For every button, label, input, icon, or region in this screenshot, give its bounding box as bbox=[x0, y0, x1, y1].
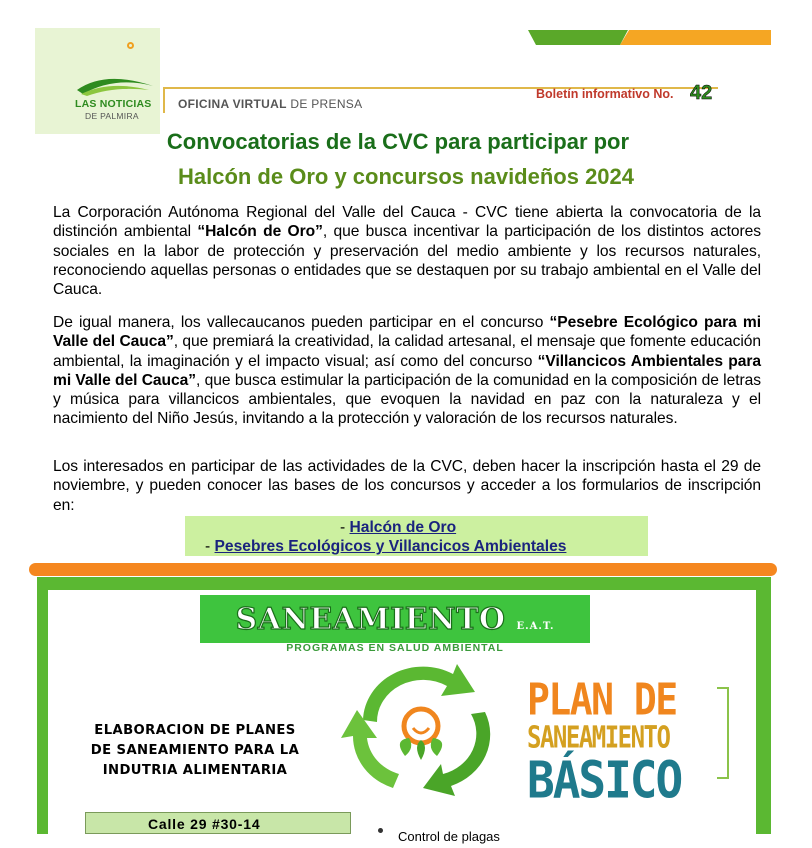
bulletin-number: 42 bbox=[690, 82, 713, 104]
plan-title-line3: BÁSICO bbox=[527, 750, 682, 810]
link-halcon-de-oro[interactable]: Halcón de Oro bbox=[349, 519, 457, 536]
address-text: Calle 29 #30-14 bbox=[148, 816, 261, 832]
paragraph-registration: Los interesados en participar de las actividades de la CVC, deben hacer la inscripción hasta el 29 de noviembre, y pueden conocer las bases de los concursos y acceder a los formularios de inscripción en: bbox=[53, 458, 761, 514]
header-divider-vertical bbox=[163, 89, 165, 113]
plan-title-line1: PLAN DE bbox=[527, 674, 677, 725]
article-title-line2: Halcón de Oro y concursos navideños 2024 bbox=[177, 164, 635, 189]
plan-title-line2: SANEAMIENTO bbox=[527, 720, 670, 755]
sun-icon bbox=[127, 42, 134, 49]
links-box bbox=[185, 516, 648, 556]
link-item: - Halcón de Oro bbox=[340, 519, 457, 536]
swoosh-icon bbox=[75, 68, 155, 98]
brand-name: SANEAMIENTO E.A.T. bbox=[235, 602, 555, 637]
brand-tagline: PROGRAMAS EN SALUD AMBIENTAL bbox=[286, 642, 504, 654]
link-pesebres-villancicos[interactable]: Pesebres Ecológicos y Villancicos Ambientales bbox=[214, 538, 567, 555]
header-stripe-green bbox=[528, 30, 628, 45]
link-item: - Pesebres Ecológicos y Villancicos Ambientales bbox=[205, 538, 567, 555]
header-stripe-orange bbox=[620, 30, 771, 45]
section-divider bbox=[29, 563, 777, 576]
paragraph-contests: De igual manera, los vallecaucanos pueden participar en el concurso “Pesebre Ecológico para mi Valle del Cauca”, que premiará la creatividad, la calidad artesanal, el mensaje que fomente educación ambiental, la imaginación y el impacto visual; así como del concurso “Villancicos Ambientales para mi Valle del Cauca”, que busca estimular la participación de la comunidad en la composición de letras y música para villancicos ambientales, que evoquen la navidad en paz con la naturaleza y el nacimiento del Niño Jesús, invitando a la protección y valoración de los recursos naturales. bbox=[53, 314, 761, 428]
logo-title: LAS NOTICIAS bbox=[75, 98, 152, 110]
bulletin-label: Boletín informativo No. bbox=[536, 87, 674, 101]
service-bullet: Control de plagas bbox=[398, 829, 500, 844]
recycle-icon bbox=[333, 660, 513, 800]
newspaper-logo bbox=[35, 28, 160, 134]
article-title-line1: Convocatorias de la CVC para participar por bbox=[166, 129, 630, 154]
paragraph-intro: La Corporación Autónoma Regional del Valle del Cauca - CVC tiene abierta la convocatoria de la distinción ambiental “Halcón de Oro”, que busca incentivar la participación de los distintos actores sociales en la labor de protección y preservación del medio ambiente y los recursos naturales, reconociendo aquellas personas o entidades que se destaquen por su trabajo ambiental en el Valle del Cauca. bbox=[53, 204, 762, 299]
service-description: ELABORACION DE PLANES DE SANEAMIENTO PARA LA INDUTRIA ALIMENTARIA bbox=[90, 723, 300, 778]
logo-subtitle: DE PALMIRA bbox=[85, 111, 139, 121]
bullet-icon bbox=[378, 828, 383, 833]
bracket-decoration bbox=[717, 687, 729, 779]
office-label: OFICINA VIRTUAL DE PRENSA bbox=[178, 97, 363, 111]
